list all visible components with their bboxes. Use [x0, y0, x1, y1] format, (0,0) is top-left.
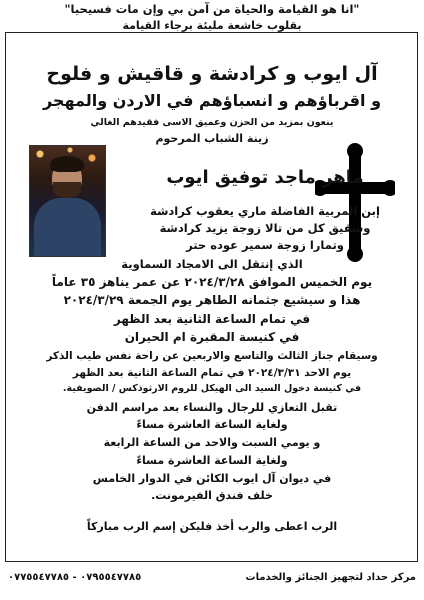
- relatives-line: و اقرباؤهم و انسباؤهم في الاردن والمهجر: [42, 91, 382, 110]
- memorial-line: وسيقام جناز الثالث والتاسع والاربعين عن راحة نفس طيب الذكر: [46, 350, 378, 362]
- intro-line: بقلوب خاشعة مليئة برجاء القيامة: [122, 19, 302, 32]
- photo-beard: [53, 182, 81, 198]
- funeral-time-line: في تمام الساعة الثانية بعد الظهر: [113, 312, 311, 326]
- weekend-until-line: ولغاية الساعة العاشرة مساءً: [136, 454, 288, 467]
- departed-line: الذي إنتقل الى الامجاد السماوية: [121, 257, 303, 271]
- funeral-company: مركز حداد لتجهيز الجنائز والخدمات: [245, 571, 416, 583]
- condolence-until-line: ولغاية الساعة العاشرة مساءً: [136, 418, 288, 431]
- deceased-photo: [29, 145, 106, 257]
- deceased-name: ماهر ماجد توفيق ايوب: [166, 167, 364, 188]
- photo-hair: [50, 156, 84, 172]
- funeral-date-line: هذا و سيشيع جثمانه الطاهر يوم الجمعة ٢٠٢٤/٣/٢٩: [63, 293, 361, 307]
- closing-verse-line: الرب اعطى والرب أخذ فليكن إسم الرب مباركاً: [86, 520, 338, 533]
- footer: [8, 566, 416, 588]
- death-date-line: يوم الخميس الموافق ٢٠٢٤/٣/٢٨ عن عمر يناهز ٣٥ عاماً: [51, 275, 373, 289]
- sister-tala-line: وشقيق كل من تالا زوجة يزيد كرادشة: [159, 221, 371, 235]
- venue-landmark-line: خلف فندق الفيرمونت.: [151, 489, 273, 502]
- funeral-church-line: في كنيسة المقبرة ام الحيران: [124, 330, 300, 344]
- condolence-line: تقبل التعازي للرجال والنساء بعد مراسم الدفن: [86, 401, 338, 414]
- memorial-church-line: في كنيسة دخول السيد الى الهيكل للروم الارثوذكس / الصويفية.: [62, 383, 362, 394]
- phone-numbers: ٠٧٩٥٥٤٧٧٨٥ - ٠٧٧٥٥٤٧٧٨٥: [8, 571, 142, 583]
- sister-tamara-line: وتمارا زوجة سمير عوده حتر: [186, 238, 344, 252]
- mother-line: إبن المربية الفاضلة ماري يعقوب كرادشة: [150, 204, 380, 218]
- youth-line: زينة الشباب المرحوم: [155, 132, 269, 145]
- verse-line: "انا هو القيامة والحياة من آمن بي وإن مات فسيحيا": [64, 2, 360, 16]
- venue-line: في ديوان آل ايوب الكائن في الدوار الخامس: [92, 472, 332, 485]
- photo-shirt: [34, 198, 101, 257]
- families-line: آل ايوب و كرادشة و قاقيش و فلوح: [46, 63, 378, 85]
- memorial-date-line: يوم الاحد ٢٠٢٤/٣/٣١ في تمام الساعة الثانية بعد الظهر: [72, 367, 352, 379]
- weekend-hours-line: و يومي السبت والاحد من الساعة الرابعة: [103, 436, 321, 449]
- mourning-line: ينعون بمزيد من الحزن وعميق الاسى فقيدهم الغالي: [90, 117, 334, 128]
